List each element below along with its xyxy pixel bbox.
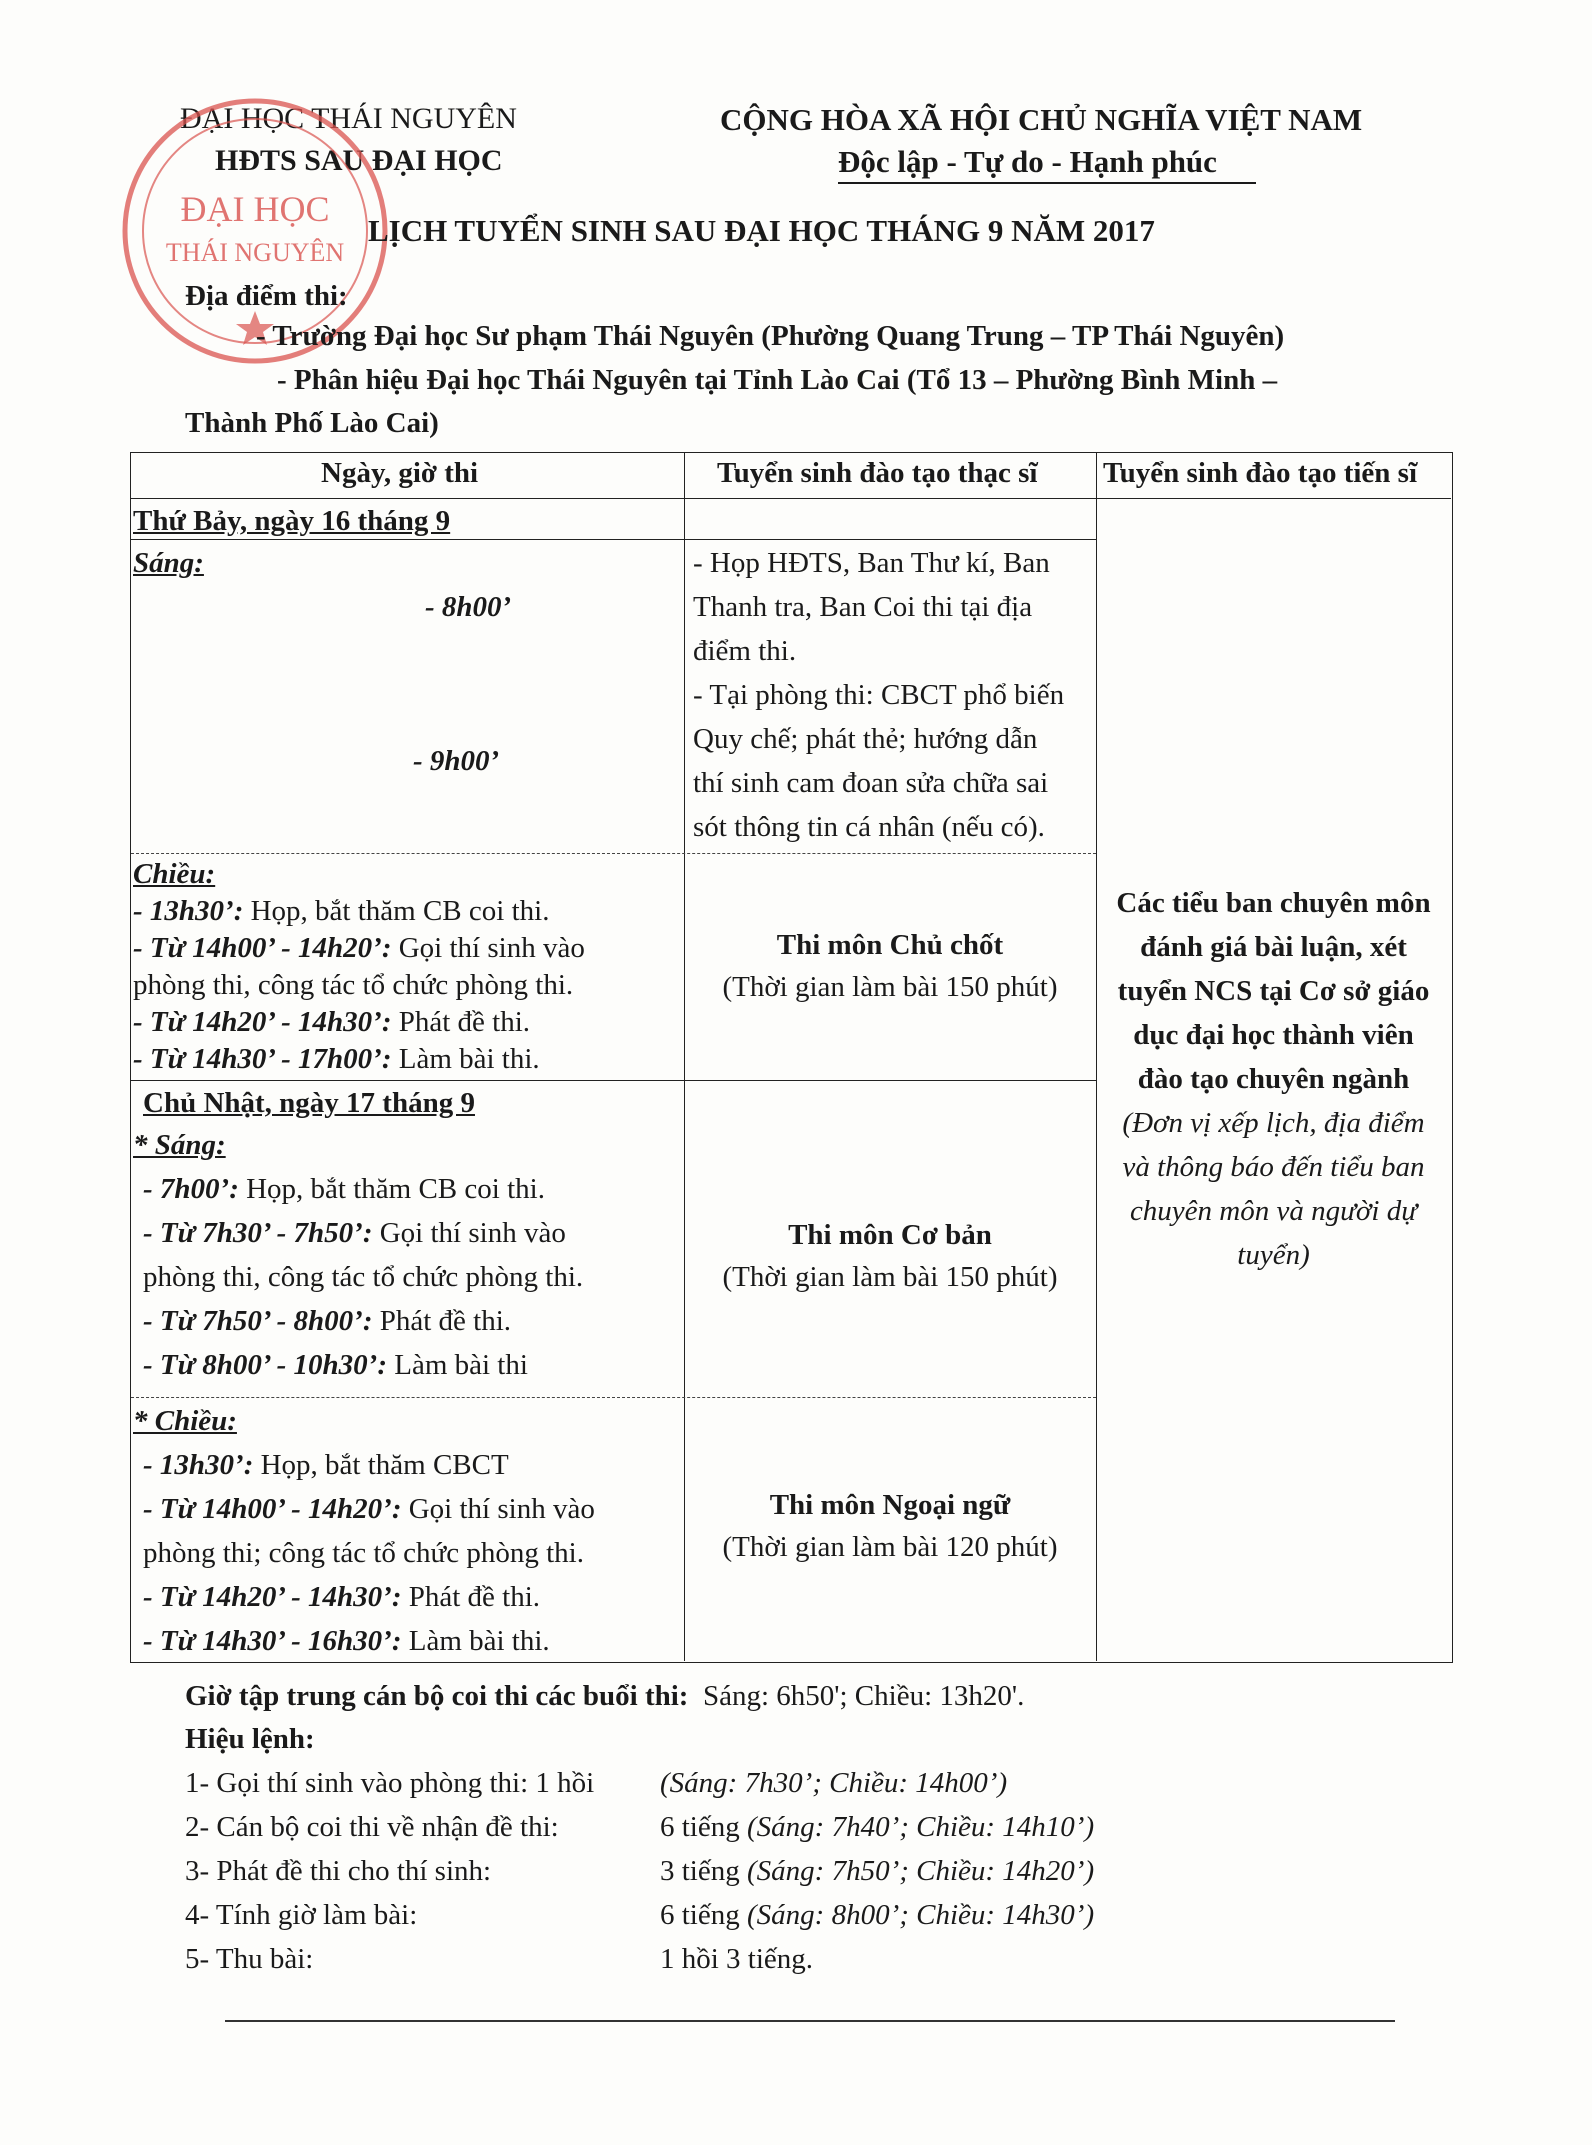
org-council: HĐTS SAU ĐẠI HỌC (215, 144, 503, 177)
subject-basic: Thi môn Cơ bản (788, 1219, 992, 1251)
stamp-text-1: ĐẠI HỌC (180, 189, 330, 229)
text-line: thí sinh cam đoan sửa chữa sai (693, 767, 1049, 799)
day1-afternoon-schedule (133, 893, 585, 1078)
location-label: Địa điểm thi: (185, 280, 348, 312)
schedule-line: - Từ 14h20’ - 14h30’: Phát đề thi. (143, 1581, 541, 1613)
day2-label: Chủ Nhật, ngày 17 tháng 9 (143, 1087, 475, 1119)
schedule-line: - 13h30’: Họp, bắt thăm CB coi thi. (133, 895, 550, 927)
text-line: chuyên môn và người dự (1129, 1195, 1418, 1227)
schedule-line: phòng thi, công tác tổ chức phòng thi. (143, 1261, 584, 1293)
text-line: Quy chế; phát thẻ; hướng dẫn (693, 723, 1038, 755)
signal-item-3: 3- Phát đề thi cho thí sinh: (185, 1855, 492, 1887)
signal-item-4: 4- Tính giờ làm bài: (185, 1899, 418, 1931)
day2-morning-label: * Sáng: (133, 1129, 226, 1161)
text-line: Thanh tra, Ban Coi thi tại địa (693, 591, 1033, 623)
subject-foreign-language: Thi môn Ngoại ngữ (769, 1489, 1011, 1521)
text-line: Các tiểu ban chuyên môn (1116, 887, 1431, 919)
schedule-line: phòng thi, công tác tổ chức phòng thi. (133, 969, 574, 1001)
signal-label: Hiệu lệnh: (185, 1723, 315, 1755)
org-name: ĐẠI HỌC THÁI NGUYÊN (180, 102, 517, 135)
schedule-table (130, 452, 1453, 1663)
schedule-line: - Từ 14h30’ - 17h00’: Làm bài thi. (133, 1043, 540, 1075)
text-line: tuyển) (1237, 1239, 1310, 1271)
day1-morning-masters (693, 541, 1088, 849)
signal-item-5: 5- Thu bài: (185, 1943, 314, 1975)
signal-count-3: 3 tiếng (Sáng: 7h50’; Chiều: 14h20’) (660, 1855, 1095, 1887)
country-name: CỘNG HÒA XÃ HỘI CHỦ NGHĨA VIỆT NAM (720, 102, 1363, 137)
signal-item-2: 2- Cán bộ coi thi về nhận đề thi: (185, 1811, 559, 1843)
location-line-2: - Phân hiệu Đại học Thái Nguyên tại Tỉnh Lào Cai (Tổ 13 – Phường Bình Minh – (277, 364, 1278, 396)
text-line: sót thông tin cá nhân (nếu có). (693, 811, 1045, 843)
day1-afternoon-label: Chiều: (133, 858, 216, 890)
duration-basic: (Thời gian làm bài 150 phút) (722, 1261, 1058, 1293)
bottom-divider (225, 2020, 1395, 2022)
schedule-line: - 7h00’: Họp, bắt thăm CB coi thi. (143, 1173, 545, 1205)
schedule-line: - Từ 14h30’ - 16h30’: Làm bài thi. (143, 1625, 550, 1657)
text-line: - Họp HĐTS, Ban Thư kí, Ban (693, 547, 1050, 579)
location-line-3: Thành Phố Lào Cai) (185, 407, 439, 439)
motto-underline (838, 182, 1256, 184)
text-line: - Tại phòng thi: CBCT phổ biến (693, 679, 1065, 711)
signal-time-1: (Sáng: 7h30’; Chiều: 14h00’) (660, 1767, 1008, 1799)
schedule-line: - 13h30’: Họp, bắt thăm CBCT (143, 1449, 509, 1481)
signal-count-5: 1 hồi 3 tiếng. (660, 1943, 814, 1975)
text-line: (Đơn vị xếp lịch, địa điểm (1122, 1107, 1425, 1139)
day1-morning-time-1: - 8h00’ (425, 591, 512, 623)
phd-description (1096, 881, 1451, 1277)
text-line: điểm thi. (693, 635, 797, 667)
text-line: đánh giá bài luận, xét (1140, 931, 1407, 963)
signal-item-1: 1- Gọi thí sinh vào phòng thi: 1 hồi (185, 1767, 595, 1799)
day1-morning-time-2: - 9h00’ (413, 745, 500, 777)
duration-core: (Thời gian làm bài 150 phút) (722, 971, 1058, 1003)
schedule-line: - Từ 14h00’ - 14h20’: Gọi thí sinh vào (133, 932, 585, 964)
text-line: và thông báo đến tiểu ban (1122, 1151, 1425, 1183)
signal-count-4: 6 tiếng (Sáng: 8h00’; Chiều: 14h30’) (660, 1899, 1095, 1931)
header-date-time: Ngày, giờ thi (321, 457, 479, 489)
stamp-text-2: THÁI NGUYÊN (165, 238, 345, 267)
day1-label: Thứ Bảy, ngày 16 tháng 9 (133, 505, 451, 537)
subject-core: Thi môn Chủ chốt (776, 929, 1004, 961)
day2-morning-schedule (143, 1167, 583, 1387)
text-line: đào tạo chuyên ngành (1137, 1063, 1410, 1095)
header-phd: Tuyển sinh đào tạo tiến sĩ (1103, 457, 1418, 489)
schedule-line: - Từ 7h30’ - 7h50’: Gọi thí sinh vào (143, 1217, 566, 1249)
text-line: dục đại học thành viên (1133, 1019, 1414, 1051)
schedule-line: - Từ 14h20’ - 14h30’: Phát đề thi. (133, 1006, 531, 1038)
page-title: LỊCH TUYỂN SINH SAU ĐẠI HỌC THÁNG 9 NĂM 2017 (368, 213, 1155, 248)
location-line-1: - Trường Đại học Sư phạm Thái Nguyên (Phường Quang Trung – TP Thái Nguyên) (256, 320, 1285, 352)
duration-foreign-language: (Thời gian làm bài 120 phút) (722, 1531, 1058, 1563)
country-motto: Độc lập - Tự do - Hạnh phúc (838, 144, 1217, 179)
day2-afternoon-label: * Chiều: (133, 1405, 237, 1437)
day1-morning-label: Sáng: (133, 547, 204, 579)
schedule-line: phòng thi; công tác tổ chức phòng thi. (143, 1537, 584, 1569)
gather-time: Giờ tập trung cán bộ coi thi các buổi thi: Sáng: 6h50'; Chiều: 13h20'. (185, 1680, 1025, 1712)
day2-afternoon-schedule (143, 1443, 595, 1663)
signal-count-2: 6 tiếng (Sáng: 7h40’; Chiều: 14h10’) (660, 1811, 1095, 1843)
schedule-line: - Từ 14h00’ - 14h20’: Gọi thí sinh vào (143, 1493, 595, 1525)
header-masters: Tuyển sinh đào tạo thạc sĩ (717, 457, 1038, 489)
schedule-line: - Từ 8h00’ - 10h30’: Làm bài thi (143, 1349, 528, 1381)
schedule-line: - Từ 7h50’ - 8h00’: Phát đề thi. (143, 1305, 512, 1337)
text-line: tuyển NCS tại Cơ sở giáo (1117, 975, 1430, 1007)
